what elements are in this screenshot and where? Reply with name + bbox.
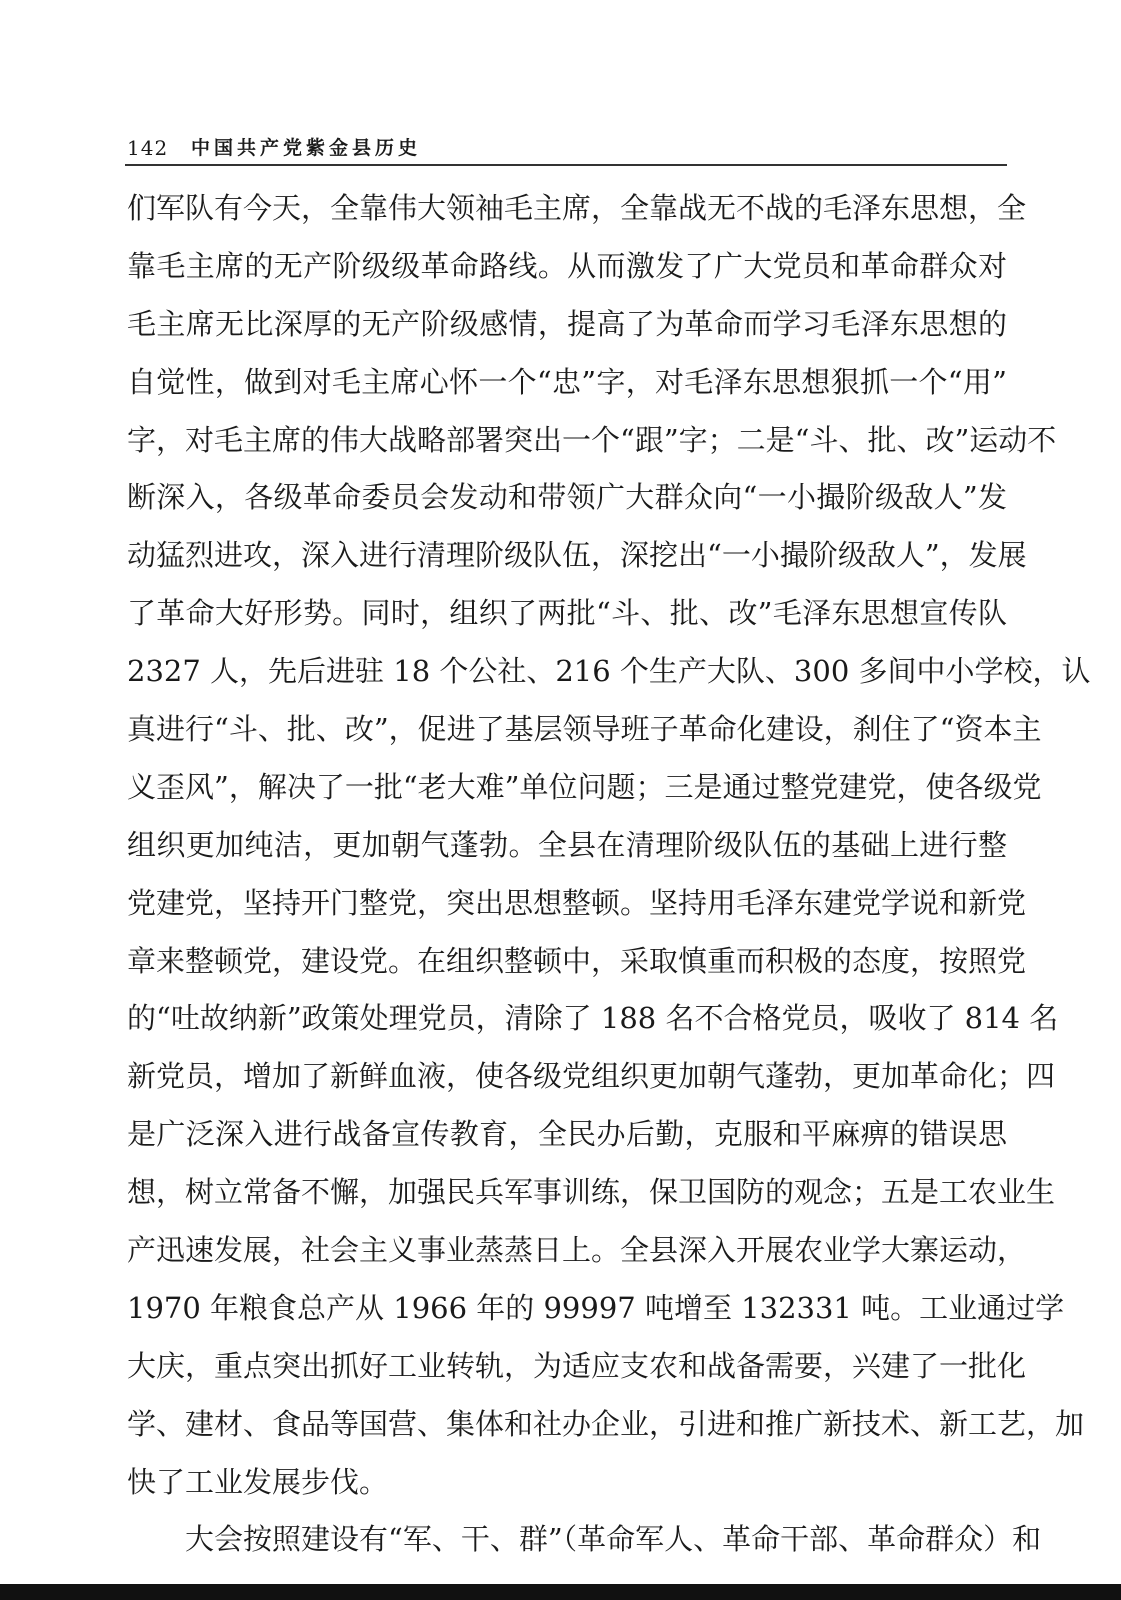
text-line: 自觉性，做到对毛主席心怀一个“忠”字，对毛泽东思想狠抓一个“用”	[127, 364, 1007, 399]
scan-bottom-edge	[0, 1584, 1121, 1600]
text-line: 1970 年粮食总产从 1966 年的 99997 吨增至 132331 吨。工业通过学	[127, 1290, 1065, 1325]
book-title: 中国共产党紫金县历史	[191, 137, 422, 159]
running-header	[127, 133, 1007, 163]
text-line: 真进行“斗、批、改”，促进了基层领导班子革命化建设，刹住了“资本主	[127, 712, 1042, 747]
paragraph-first-line: 大会按照建设有“军、干、群”（革命军人、革命干部、革命群众）和	[185, 1522, 1042, 1557]
text-line: 想，树立常备不懈，加强民兵军事训练，保卫国防的观念；五是工农业生	[127, 1175, 1056, 1210]
text-line: 毛主席无比深厚的无产阶级感情，提高了为革命而学习毛泽东思想的	[127, 306, 1007, 341]
header-divider	[125, 164, 1007, 166]
body-text	[127, 180, 1091, 1569]
text-line: 2327 人，先后进驻 18 个公社、216 个生产大队、300 多间中小学校，认	[127, 654, 1091, 689]
text-line: 是广泛深入进行战备宣传教育，全民办后勤，克服和平麻痹的错误思	[127, 1117, 1007, 1152]
page-number: 142	[127, 136, 169, 160]
text-line: 靠毛主席的无产阶级级革命路线。从而激发了广大党员和革命群众对	[127, 248, 1007, 283]
text-line: 们军队有今天，全靠伟大领袖毛主席，全靠战无不战的毛泽东思想，全	[127, 191, 1027, 225]
text-line: 动猛烈进攻，深入进行清理阶级队伍，深挖出“一小撮阶级敌人”，发展	[127, 538, 1027, 573]
text-line: 快了工业发展步伐。	[127, 1464, 389, 1499]
text-line: 大庆，重点突出抓好工业转轨，为适应支农和战备需要，兴建了一批化	[127, 1348, 1027, 1383]
text-line: 断深入，各级革命委员会发动和带领广大群众向“一小撮阶级敌人”发	[127, 480, 1007, 515]
text-line: 组织更加纯洁，更加朝气蓬勃。全县在清理阶级队伍的基础上进行整	[127, 827, 1007, 862]
text-line: 义歪风”，解决了一批“老大难”单位问题；三是通过整党建党，使各级党	[127, 769, 1042, 804]
text-line: 产迅速发展，社会主义事业蒸蒸日上。全县深入开展农业学大寨运动，	[127, 1233, 1027, 1268]
text-line: 的“吐故纳新”政策处理党员，清除了 188 名不合格党员，吸收了 814 名	[127, 1001, 1059, 1036]
text-line: 学、建材、食品等国营、集体和社办企业，引进和推广新技术、新工艺，加	[127, 1406, 1085, 1441]
text-line: 章来整顿党，建设党。在组织整顿中，采取慎重而积极的态度，按照党	[127, 943, 1027, 978]
text-line: 新党员，增加了新鲜血液，使各级党组织更加朝气蓬勃，更加革命化；四	[127, 1059, 1056, 1094]
text-line: 了革命大好形势。同时，组织了两批“斗、批、改”毛泽东思想宣传队	[127, 596, 1007, 631]
text-line: 党建党，坚持开门整党，突出思想整顿。坚持用毛泽东建党学说和新党	[127, 885, 1027, 920]
text-line: 字，对毛主席的伟大战略部署突出一个“跟”字；二是“斗、批、改”运动不	[127, 422, 1057, 457]
